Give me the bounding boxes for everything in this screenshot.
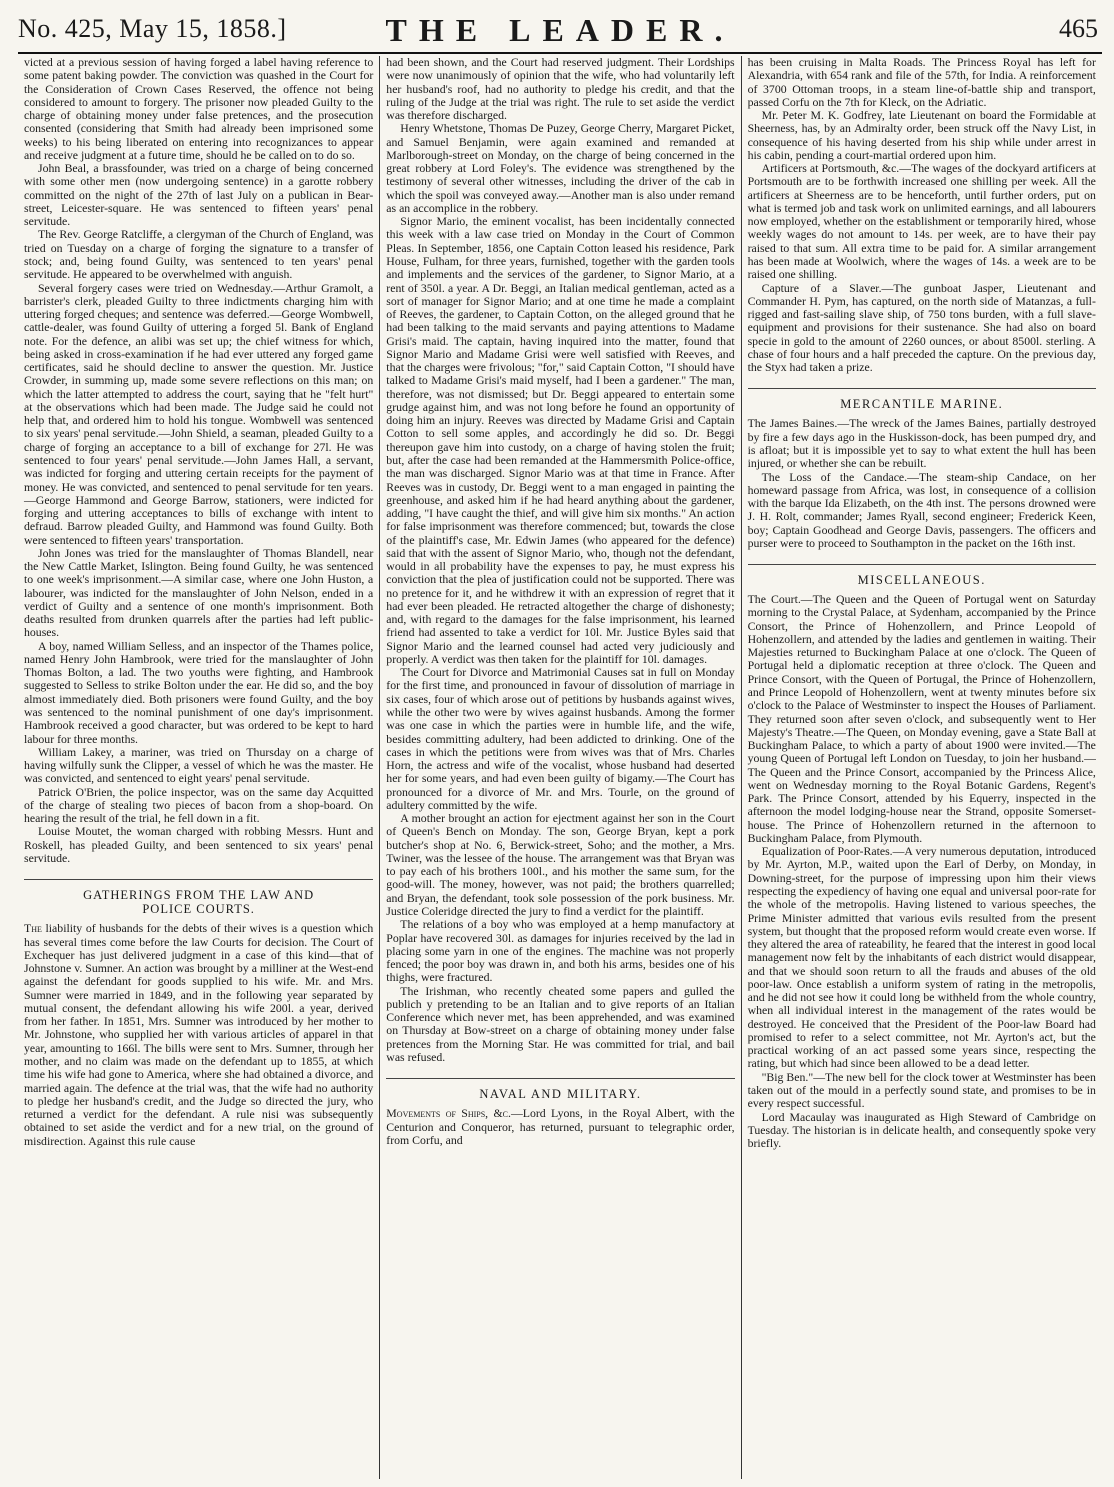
paragraph: The Loss of the Candace.—The steam-ship Candace, on her homeward passage from Africa, was lost, in consequence of a collision with the barque Ida Elizabeth, on the 4th inst. The persons drowned were J. H. Rolt, commander; James Ryall, second engineer; Frederick Keen, boy; Captain Goodhead and George Davis, passengers. The officers and purser were to proceed to Southampton in the packet on the 16th inst. xyxy=(747,469,1096,550)
masthead-title: THE LEADER. xyxy=(385,12,735,48)
paragraph: Equalization of Poor-Rates.—A very numerous deputation, introduced by Mr. Ayrton, M.P., waited upon the Earl of Derby, on Monday, in Downing-street, for the purpose of impressing upon him their views respecting the expediency of having one equal and universal poor-rate for the whole of the metropolis. Having listened to various speeches, the Prime Minister admitted that various evils resulted from the present system, but thought that the proposed reform would create even worse. If they altered the area of rateability, he feared that the interest in good local management now felt by the inhabitants of each district would disappear, and that we should soon return to all the frauds and abuses of the old poor-law. Once establish a uniform system of rating in the metropolis, and he did not see how it could long be withheld from the whole country, when all individual interest in the management of the rates would be destroyed. He conceived that the President of the Poor-law Board had promised to refer to a select committee, not Mr. Ayrton's act, but the practical working of an act passed some years since, respecting the rating, but which had since been allowed to be a dead letter. xyxy=(747,844,1096,1071)
paragraph: has been cruising in Malta Roads. The Princess Royal has left for Alexandria, with 654 rank and file of the 57th, for India. A reinforcement of 3700 Ottoman troops, in a steam line-of-battle ship and transport, passed Corfu on the 7th for Kleck, on the Adriatic. xyxy=(747,56,1096,109)
paragraph: John Jones was tried for the manslaughter of Thomas Blandell, near the New Cattle Market, Islington. Being found Guilty, he was sentenced to one week's imprisonment.—A similar case, where one John Huston, a labourer, was indicted for the manslaughter of John Nelson, ended in a verdict of Guilty and a sentence of one month's imprisonment. Both deaths resulted from drunken quarrels after the parties had left public-houses. xyxy=(24,545,374,640)
paragraph: "Big Ben."—The new bell for the clock tower at Westminster has been taken out of the mould in a perfectly sound state, and promises to be in every respect successful. xyxy=(747,1069,1096,1111)
paragraph: The relations of a boy who was employed at a hemp manufactory at Poplar have recovered 30l. as damages for injuries received by the lad in placing some yarn in one of the engines. The machine was not properly fenced; the poor boy was drawn in, and both his arms, besides one of his thighs, were fractured. xyxy=(386,917,735,985)
paragraph: Signor Mario, the eminent vocalist, has been incidentally connected this week with a law case tried on Monday in the Court of Common Pleas. In September, 1856, one Captain Cotton leased his residence, Park House, Fulham, for three years, furnished, together with the garden tools and implements and the services of the gardener, to Signor Mario, at a rent of 350l. a year. A Dr. Beggi, an Italian medical gentleman, acted as a sort of manager for Signor Mario; and at one time he made a complaint of Reeves, the gardener, to Captain Cotton, on the alleged ground that he had been talking to the maid servants and paying attentions to Madame Grisi's maid. The captain, having inquired into the matter, found that Signor Mario and Madame Grisi were well satisfied with Reeves, and that the charges were frivolous; "for," said Captain Cotton, "I should have talked to Madame Grisi's maid myself, had I been a gardener." The man, therefore, was not dismissed; but Dr. Beggi appeared to entertain some grudge against him, and was not long before he found an opportunity of doing him an injury. Reeves was directed by Madame Grisi and Captain Cotton to sell some apples, and accordingly he did so. Dr. Beggi thereupon gave him into custody, on a charge of having stolen the fruit; but, after the case had been remanded at the Hammersmith Police-office, the man was discharged. Signor Mario was at that time in France. After Reeves was in custody, Dr. Beggi went to a man engaged in painting the greenhouse, and asked him if he had heard anything about the gardener, adding, "I have caught the thief, and will give him six months." An action for false imprisonment was therefore commenced; but, towards the close of the plaintiff's case, Mr. Edwin James (who appeared for the defence) said that with the assent of Signor Mario, who, though not the defendant, would in all probability have the expenses to pay, he must express his conviction that the plea of justification could not be supported. There was no pretence for it, and he withdrew it with an expression of regret that it had ever been pleaded. He retracted altogether the charge of dishonesty; and, with regard to the damages for the false imprisonment, his learned friend had assented to take a verdict for 10l. Mr. Justice Byles said that Signor Mario and the learned counsel had acted very judiciously and properly. A verdict was then taken for the plaintiff for 10l. damages. xyxy=(386,214,735,666)
paragraph: Several forgery cases were tried on Wednesday.—Arthur Gramolt, a barrister's clerk, pleaded Guilty to three indictments charging him with uttering forged cheques; and sentence was deferred.—George Wombwell, cattle-dealer, was found Guilty of uttering a forged 5l. Bank of England note. For the defence, an alibi was set up; the chief witness for which, being asked in cross-examination if he had ever uttered any forged game certificates, said he should decline to answer the question. Mr. Justice Crowder, in summing up, made some severe reflections on this man; on which the latter attempted to address the court, saying that he "felt hurt" at the observations which had been made. The Judge said he could not help that, and ordered him to hold his tongue. Wombwell was sentenced to six years' penal servitude.—John Shield, a seaman, pleaded Guilty to a charge of forging an acceptance to a bill of exchange for 27l. He was sentenced to four years' penal servitude.—John James Hall, a servant, was indicted for forging and uttering certain receipts for the payment of money. He was convicted, and sentenced to penal servitude for ten years.—George Hammond and George Barrow, stationers, were indicted for forging and uttering acceptances to bills of exchange with intent to defraud. Barrow pleaded Guilty, and Hammond was found Guilty. Both were sentenced to fifteen years' transportation. xyxy=(24,280,374,547)
paragraph: John Beal, a brassfounder, was tried on a charge of being concerned with some other men (now undergoing sentence) in a garotte robbery committed on the night of the 27th of last July on a publican in Bear-street, Leicester-square. He was sentenced to fifteen years' penal servitude. xyxy=(24,161,374,229)
paragraph: Capture of a Slaver.—The gunboat Jasper, Lieutenant and Commander H. Pym, has captured, on the north side of Matanzas, a full-rigged and fast-sailing slave ship, of 750 tons burden, with a full slave-equipment and provisions for their sustenance. She had also on board specie in gold to the amount of 2260 ounces, or about 8500l. sterling. A chase of four hours and a half preceded the capture. On the previous day, the Styx had taken a prize. xyxy=(747,280,1096,375)
paragraph: victed at a previous session of having forged a label having reference to some patent baking powder. The conviction was quashed in the Court for the Consideration of Crown Cases Reserved, the offence not being considered to amount to forgery. The prisoner now pleaded Guilty to the charge of obtaining money under false pretences, and the prosecution consented (considering that Smith had already been imprisoned some weeks) to his being liberated on entering into recognizances to appear and receive judgment at a future time, should he be called on to do so. xyxy=(24,56,374,162)
section-heading-naval: NAVAL AND MILITARY. xyxy=(386,1078,734,1101)
columns xyxy=(18,56,1102,1479)
paragraph: The liability of husbands for the debts of their wives is a question which has several times come before the law Courts for decision. The Court of Exchequer has just delivered judgment in a case of this kind—that of Johnstone v. Sumner. An action was brought by a milliner at the West-end against the defendant for goods supplied to his wife. Mr. and Mrs. Sumner were married in 1849, and in the following year separated by mutual consent, the defendant allowing his wife 200l. a year, derived from her father. In 1851, Mrs. Sumner was introduced by her mother to Mr. Johnstone, who supplied her with various articles of apparel in that year, amounting to 166l. The bills were sent to Mrs. Sumner, through her mother, and no claim was made on the defendant up to 1855, at which time his wife had gone to America, where she had obtained a divorce, and married again. The defence at the trial was, that the wife had no authority to pledge her husband's credit, and the Judge so directed the jury, who returned a verdict for the defendant. A rule nisi was subsequently obtained to set aside the verdict and for a new trial, on the ground of misdirection. Against this rule cause xyxy=(24,921,374,1148)
paragraph: Movements of Ships, &c.—Lord Lyons, in the Royal Albert, with the Centurion and Conqueror, has returned, pursuant to telegraphic order, from Corfu, and xyxy=(386,1106,735,1147)
paragraph: A mother brought an action for ejectment against her son in the Court of Queen's Bench on Monday. The son, George Bryan, kept a pork butcher's shop at No. 6, Berwick-street, Soho; and the mother, a Mrs. Twiner, was the lessee of the house. The arrangement was that Bryan was to pay each of his brothers 100l., and his mother the same sum, for the good-will. The money, however, was not paid; the brothers quarrelled; and Bryan, the defendant, took sole possession of the pork business. Mr. Justice Coleridge directed the jury to find a verdict for the plaintiff. xyxy=(386,811,735,918)
column-2 xyxy=(379,56,740,1479)
paragraph: Louise Moutet, the woman charged with robbing Messrs. Hunt and Roskell, has pleaded Guilty, and been sentenced to six years' penal servitude. xyxy=(24,824,374,865)
column-1 xyxy=(18,56,379,1479)
paragraph: had been shown, and the Court had reserved judgment. Their Lordships were now unanimously of opinion that the wife, who had voluntarily left her husband's roof, had no authority to pledge his credit, and that the ruling of the Judge at the trial was right. The rule to set aside the verdict was therefore discharged. xyxy=(386,56,735,123)
section-heading-misc: MISCELLANEOUS. xyxy=(748,564,1096,587)
section-heading-law-courts: GATHERINGS FROM THE LAW AND POLICE COURTS. xyxy=(24,879,373,916)
paragraph: The Court for Divorce and Matrimonial Causes sat in full on Monday for the first time, and pronounced in favour of dissolution of marriage in six cases, four of which arose out of petitions by husbands against wives, while the other two were by wives against husbands. Among the former was one case in which the parties were in humble life, and the wife, besides committing adultery, had been addicted to drinking. One of the cases in which the petitions were from wives was that of Mrs. Charles Horn, the actress and wife of the vocalist, whose husband had deserted her for some years, and had even been guilty of bigamy.—The Court has pronounced for a divorce of Mr. and Mrs. Tourle, on the ground of adultery committed by the wife. xyxy=(386,665,735,812)
paragraph: Lord Macaulay was inaugurated as High Steward of Cambridge on Tuesday. The historian is in delicate health, and consequently spoke very briefly. xyxy=(747,1109,1096,1151)
issue-date: No. 425, May 15, 1858.] xyxy=(18,14,287,43)
paragraph: The Irishman, who recently cheated some papers and gulled the publich y pretending to be an Italian and to give reports of an Italian Conference which never met, has been apprehended, and was examined on Thursday at Bow-street on a charge of obtaining money under false pretences from the Morning Star. He was committed for trial, and bail was refused. xyxy=(386,983,735,1064)
paragraph: The Court.—The Queen and the Queen of Portugal went on Saturday morning to the Crystal Palace, at Sydenham, accompanied by the Prince Consort, the Prince of Hohenzollern, and Prince Leopold of Hohenzollern, and attended by the ladies and gentlemen in waiting. Their Majesties returned to Buckingham Palace at one o'clock. The Queen of Portugal held a diplomatic reception at three o'clock. The Queen and Prince Consort, with the Queen of Portugal, the Prince of Hohenzollern, and Prince Leopold of Hohenzollern, went at twenty minutes before six o'clock to the Palace of Westminster to inspect the Houses of Parliament. They returned soon after seven o'clock, and subsequently went to Her Majesty's Theatre.—The Queen, on Monday evening, gave a State Ball at Buckingham Palace, to which a party of about 1900 were invited.—The young Queen of Portugal left London on Tuesday, to join her husband.—The Queen and the Prince Consort, accompanied by the Princess Alice, went on Wednesday morning to the Royal Botanic Gardens, Regent's Park. The Prince Consort, attended by his Equerry, inspected in the afternoon the model lodging-house near the Strand, opposite Somerset-house. The Prince of Hohenzollern returned in the afternoon to Buckingham Palace, from Plymouth. xyxy=(747,592,1096,845)
paragraph: Patrick O'Brien, the police inspector, was on the same day Acquitted of the charge of stealing two pieces of bacon from a shop-board. On hearing the result of the trial, he fell down in a fit. xyxy=(24,784,374,826)
column-3 xyxy=(741,56,1102,1479)
paragraph: Henry Whetstone, Thomas De Puzey, George Cherry, Margaret Picket, and Samuel Benjamin, were again examined and remanded at Marlborough-street on Monday, on the charge of being concerned in the great robbery at Lord Foley's. The evidence was strengthened by the testimony of several other witnesses, including the driver of the cab in which the spoil was conveyed away.—Another man is also under remand as an accomplice in the robbery. xyxy=(386,121,735,215)
paragraph: William Lakey, a mariner, was tried on Thursday on a charge of having wilfully sunk the Clipper, a vessel of which he was the master. He was convicted, and sentenced to eight years' penal servitude. xyxy=(24,744,374,786)
paragraph: The Rev. George Ratcliffe, a clergyman of the Church of England, was tried on Tuesday on a charge of forging the signature to a transfer of stock; and, being found Guilty, was sentenced to ten years' penal servitude. He appeared to be overwhelmed with anguish. xyxy=(24,227,374,282)
page-header xyxy=(18,8,1102,54)
paragraph: The James Baines.—The wreck of the James Baines, partially destroyed by fire a few days ago in the Huskisson-dock, has been pumped dry, and is afloat; but it is impossible yet to say to what extent the hull has been injured, or whether she can be rebuilt. xyxy=(747,416,1096,471)
paragraph: A boy, named William Selless, and an inspector of the Thames police, named Henry John Hambrook, were tried for the manslaughter of John Thomas Bolton, a lad. The two youths were fighting, and Hambrook suggested to Selless to strike Bolton under the ear. He did so, and the boy almost immediately died. Both prisoners were found Guilty, and the boy was sentenced to the nominal punishment of one day's imprisonment. Hambrook received a good character, but was ordered to be kept to hard labour for three months. xyxy=(24,638,374,746)
paragraph: Mr. Peter M. K. Godfrey, late Lieutenant on board the Formidable at Sheerness, has, by an Admiralty order, been struck off the Navy List, in consequence of his having deserted from his ship while under arrest in his cabin, pending a court-martial ordered upon him. xyxy=(747,108,1096,162)
paragraph: Artificers at Portsmouth, &c.—The wages of the dockyard artificers at Portsmouth are to be forthwith increased one shilling per week. All the artificers at Sheerness are to be henceforth, until further orders, put on what is termed job and task work on unlimited earnings, and all labourers now employed, whether on the establishment or temporarily hired, whose weekly wages do not amount to 14s. per week, are to have their pay raised to that sum. All extra time to be paid for. A similar arrangement has been made at Woolwich, where the wages of 14s. a week are to be raised one shilling. xyxy=(747,161,1096,282)
section-heading-mercantile: MERCANTILE MARINE. xyxy=(748,388,1096,411)
page-number: 465 xyxy=(1059,14,1098,43)
